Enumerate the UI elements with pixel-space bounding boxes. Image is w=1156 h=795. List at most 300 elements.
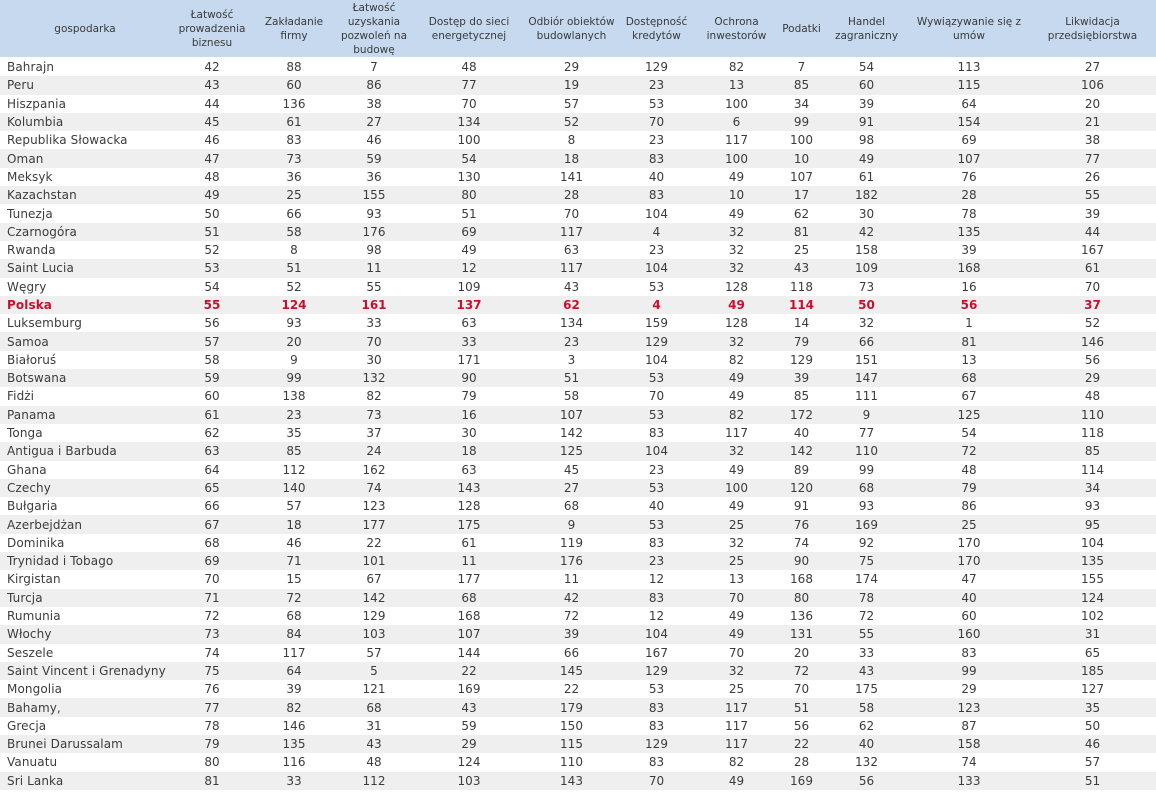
rank-cell: 30 xyxy=(414,424,524,442)
rank-cell: 62 xyxy=(824,717,909,735)
rank-cell: 68 xyxy=(524,497,619,515)
rank-cell: 104 xyxy=(619,442,694,460)
rank-cell: 25 xyxy=(694,515,779,533)
rank-cell: 42 xyxy=(170,58,254,77)
table-row xyxy=(0,351,1156,369)
rank-cell: 135 xyxy=(254,735,334,753)
rank-cell: 143 xyxy=(524,772,619,790)
rank-cell: 118 xyxy=(779,278,824,296)
rank-cell: 109 xyxy=(414,278,524,296)
rank-cell: 68 xyxy=(334,698,414,716)
rank-cell: 55 xyxy=(824,625,909,643)
rank-cell: 112 xyxy=(254,461,334,479)
rank-cell: 177 xyxy=(414,570,524,588)
economy-name: Trynidad i Tobago xyxy=(0,552,170,570)
column-header: Dostępność kredytów xyxy=(619,0,694,58)
rank-cell: 76 xyxy=(779,515,824,533)
rank-cell: 155 xyxy=(1029,570,1156,588)
rank-cell: 78 xyxy=(170,717,254,735)
table-row xyxy=(0,149,1156,167)
rank-cell: 83 xyxy=(619,589,694,607)
rank-cell: 46 xyxy=(1029,735,1156,753)
rank-cell: 100 xyxy=(694,95,779,113)
rank-cell: 12 xyxy=(619,607,694,625)
rank-cell: 39 xyxy=(524,625,619,643)
table-body xyxy=(0,58,1156,790)
rank-cell: 57 xyxy=(254,497,334,515)
table-row xyxy=(0,442,1156,460)
rank-cell: 57 xyxy=(334,644,414,662)
rank-cell: 70 xyxy=(334,332,414,350)
rank-cell: 83 xyxy=(619,698,694,716)
column-header: Zakładanie firmy xyxy=(254,0,334,58)
rank-cell: 9 xyxy=(524,515,619,533)
rank-cell: 134 xyxy=(524,314,619,332)
rank-cell: 114 xyxy=(1029,461,1156,479)
rank-cell: 124 xyxy=(1029,589,1156,607)
table-row xyxy=(0,589,1156,607)
rank-cell: 73 xyxy=(824,278,909,296)
rank-cell: 57 xyxy=(1029,753,1156,771)
rank-cell: 91 xyxy=(779,497,824,515)
rank-cell: 61 xyxy=(1029,259,1156,277)
rank-cell: 48 xyxy=(170,168,254,186)
rank-cell: 68 xyxy=(909,369,1029,387)
rank-cell: 73 xyxy=(170,625,254,643)
rank-cell: 98 xyxy=(334,241,414,259)
rank-cell: 124 xyxy=(414,753,524,771)
rank-cell: 55 xyxy=(334,278,414,296)
rank-cell: 32 xyxy=(694,332,779,350)
rank-cell: 131 xyxy=(779,625,824,643)
table-row xyxy=(0,534,1156,552)
rank-cell: 13 xyxy=(694,570,779,588)
rank-cell: 83 xyxy=(619,534,694,552)
rank-cell: 12 xyxy=(414,259,524,277)
rank-cell: 7 xyxy=(334,58,414,77)
rank-cell: 179 xyxy=(524,698,619,716)
rank-cell: 119 xyxy=(524,534,619,552)
rank-cell: 107 xyxy=(414,625,524,643)
economy-name: Kirgistan xyxy=(0,570,170,588)
economy-name: Rwanda xyxy=(0,241,170,259)
rank-cell: 72 xyxy=(909,442,1029,460)
rank-cell: 133 xyxy=(909,772,1029,790)
rank-cell: 168 xyxy=(414,607,524,625)
column-header: Łatwość prowadzenia biznesu xyxy=(170,0,254,58)
economy-name: Republika Słowacka xyxy=(0,131,170,149)
rank-cell: 44 xyxy=(170,95,254,113)
header-row xyxy=(0,0,1156,58)
economy-name: Oman xyxy=(0,149,170,167)
table-row xyxy=(0,223,1156,241)
rank-cell: 83 xyxy=(619,717,694,735)
rank-cell: 120 xyxy=(779,479,824,497)
rank-cell: 102 xyxy=(1029,607,1156,625)
rank-cell: 51 xyxy=(254,259,334,277)
rank-cell: 79 xyxy=(170,735,254,753)
economy-name: Włochy xyxy=(0,625,170,643)
rank-cell: 80 xyxy=(414,186,524,204)
rank-cell: 82 xyxy=(694,406,779,424)
rank-cell: 66 xyxy=(170,497,254,515)
rank-cell: 35 xyxy=(1029,698,1156,716)
rank-cell: 16 xyxy=(909,278,1029,296)
rank-cell: 80 xyxy=(170,753,254,771)
rank-cell: 61 xyxy=(254,113,334,131)
rank-cell: 65 xyxy=(1029,644,1156,662)
rank-cell: 49 xyxy=(694,772,779,790)
rank-cell: 51 xyxy=(414,204,524,222)
economy-name: Vanuatu xyxy=(0,753,170,771)
rank-cell: 49 xyxy=(694,497,779,515)
table-row xyxy=(0,698,1156,716)
rank-cell: 30 xyxy=(334,351,414,369)
rank-cell: 42 xyxy=(824,223,909,241)
column-header: Łatwość uzyskania pozwoleń na budowę xyxy=(334,0,414,58)
rank-cell: 43 xyxy=(170,76,254,94)
rank-cell: 117 xyxy=(694,735,779,753)
column-header: Dostęp do sieci energetycznej xyxy=(414,0,524,58)
table-row xyxy=(0,95,1156,113)
rank-cell: 129 xyxy=(334,607,414,625)
rank-cell: 71 xyxy=(254,552,334,570)
rank-cell: 129 xyxy=(619,735,694,753)
economy-name: Mongolia xyxy=(0,680,170,698)
table-row xyxy=(0,76,1156,94)
rank-cell: 63 xyxy=(414,314,524,332)
rank-cell: 51 xyxy=(170,223,254,241)
rank-cell: 82 xyxy=(694,753,779,771)
rank-cell: 169 xyxy=(779,772,824,790)
rank-cell: 64 xyxy=(254,662,334,680)
rank-cell: 56 xyxy=(1029,351,1156,369)
economy-name: Ghana xyxy=(0,461,170,479)
rank-cell: 128 xyxy=(414,497,524,515)
rank-cell: 48 xyxy=(414,58,524,77)
table-row xyxy=(0,515,1156,533)
rank-cell: 4 xyxy=(619,223,694,241)
rank-cell: 85 xyxy=(779,76,824,94)
rank-cell: 68 xyxy=(170,534,254,552)
rank-cell: 146 xyxy=(254,717,334,735)
table-row xyxy=(0,113,1156,131)
rank-cell: 33 xyxy=(824,644,909,662)
table-row xyxy=(0,314,1156,332)
rank-cell: 125 xyxy=(524,442,619,460)
rank-cell: 70 xyxy=(619,387,694,405)
rank-cell: 70 xyxy=(170,570,254,588)
rank-cell: 61 xyxy=(414,534,524,552)
rank-cell: 9 xyxy=(254,351,334,369)
rank-cell: 118 xyxy=(1029,424,1156,442)
rank-cell: 40 xyxy=(619,497,694,515)
rank-cell: 171 xyxy=(414,351,524,369)
rank-cell: 27 xyxy=(524,479,619,497)
rank-cell: 169 xyxy=(824,515,909,533)
rank-cell: 70 xyxy=(524,204,619,222)
rank-cell: 29 xyxy=(524,58,619,77)
rank-cell: 155 xyxy=(334,186,414,204)
economy-name: Peru xyxy=(0,76,170,94)
rank-cell: 5 xyxy=(334,662,414,680)
rank-cell: 23 xyxy=(619,131,694,149)
rank-cell: 123 xyxy=(334,497,414,515)
table-row xyxy=(0,479,1156,497)
rank-cell: 53 xyxy=(619,278,694,296)
table-row xyxy=(0,332,1156,350)
rank-cell: 72 xyxy=(524,607,619,625)
rank-cell: 9 xyxy=(824,406,909,424)
rank-cell: 129 xyxy=(619,662,694,680)
rank-cell: 48 xyxy=(1029,387,1156,405)
rank-cell: 150 xyxy=(524,717,619,735)
rank-cell: 67 xyxy=(909,387,1029,405)
rank-cell: 76 xyxy=(909,168,1029,186)
rank-cell: 117 xyxy=(524,259,619,277)
rank-cell: 48 xyxy=(909,461,1029,479)
rank-cell: 71 xyxy=(170,589,254,607)
rank-cell: 113 xyxy=(909,58,1029,77)
rank-cell: 28 xyxy=(524,186,619,204)
rank-cell: 114 xyxy=(779,296,824,314)
rank-cell: 28 xyxy=(779,753,824,771)
rank-cell: 49 xyxy=(414,241,524,259)
rank-cell: 32 xyxy=(694,223,779,241)
rank-cell: 59 xyxy=(170,369,254,387)
rank-cell: 75 xyxy=(824,552,909,570)
rank-cell: 43 xyxy=(824,662,909,680)
rank-cell: 77 xyxy=(1029,149,1156,167)
rank-cell: 49 xyxy=(694,204,779,222)
rank-cell: 117 xyxy=(694,698,779,716)
rank-cell: 115 xyxy=(524,735,619,753)
rank-cell: 107 xyxy=(779,168,824,186)
rank-cell: 110 xyxy=(1029,406,1156,424)
rank-cell: 78 xyxy=(824,589,909,607)
rank-cell: 111 xyxy=(824,387,909,405)
rank-cell: 54 xyxy=(170,278,254,296)
rank-cell: 57 xyxy=(524,95,619,113)
rank-cell: 18 xyxy=(254,515,334,533)
rank-cell: 129 xyxy=(779,351,824,369)
economy-name: Fidżi xyxy=(0,387,170,405)
rank-cell: 36 xyxy=(334,168,414,186)
rank-cell: 62 xyxy=(524,296,619,314)
rank-cell: 142 xyxy=(524,424,619,442)
rank-cell: 117 xyxy=(694,131,779,149)
rank-cell: 117 xyxy=(694,717,779,735)
rank-cell: 62 xyxy=(170,424,254,442)
table-row xyxy=(0,461,1156,479)
rank-cell: 116 xyxy=(254,753,334,771)
rank-cell: 57 xyxy=(170,332,254,350)
rank-cell: 136 xyxy=(779,607,824,625)
rank-cell: 93 xyxy=(824,497,909,515)
rank-cell: 176 xyxy=(334,223,414,241)
rank-cell: 89 xyxy=(779,461,824,479)
rank-cell: 79 xyxy=(909,479,1029,497)
rank-cell: 104 xyxy=(1029,534,1156,552)
rank-cell: 63 xyxy=(170,442,254,460)
rank-cell: 39 xyxy=(779,369,824,387)
rank-cell: 136 xyxy=(254,95,334,113)
table-row xyxy=(0,680,1156,698)
rank-cell: 64 xyxy=(170,461,254,479)
economy-name: Dominika xyxy=(0,534,170,552)
rank-cell: 129 xyxy=(619,58,694,77)
column-header: Odbiór obiektów budowlanych xyxy=(524,0,619,58)
table-header xyxy=(0,0,1156,58)
rank-cell: 27 xyxy=(1029,58,1156,77)
rank-cell: 141 xyxy=(524,168,619,186)
rank-cell: 54 xyxy=(414,149,524,167)
rank-cell: 25 xyxy=(254,186,334,204)
rank-cell: 100 xyxy=(694,479,779,497)
rank-cell: 32 xyxy=(824,314,909,332)
rank-cell: 42 xyxy=(524,589,619,607)
rank-cell: 73 xyxy=(334,406,414,424)
rank-cell: 53 xyxy=(619,369,694,387)
economy-name: Polska xyxy=(0,296,170,314)
rank-cell: 69 xyxy=(414,223,524,241)
rank-cell: 45 xyxy=(170,113,254,131)
economy-name: Tonga xyxy=(0,424,170,442)
rank-cell: 90 xyxy=(414,369,524,387)
column-header: Handel zagraniczny xyxy=(824,0,909,58)
rank-cell: 99 xyxy=(254,369,334,387)
rank-cell: 73 xyxy=(254,149,334,167)
economy-name: Antigua i Barbuda xyxy=(0,442,170,460)
rank-cell: 31 xyxy=(334,717,414,735)
economy-name: Saint Lucia xyxy=(0,259,170,277)
rank-cell: 151 xyxy=(824,351,909,369)
rank-cell: 167 xyxy=(1029,241,1156,259)
rank-cell: 13 xyxy=(694,76,779,94)
rank-cell: 83 xyxy=(619,753,694,771)
rank-cell: 61 xyxy=(824,168,909,186)
economy-name: Luksemburg xyxy=(0,314,170,332)
economy-name: Seszele xyxy=(0,644,170,662)
rank-cell: 46 xyxy=(254,534,334,552)
rank-cell: 3 xyxy=(524,351,619,369)
rank-cell: 86 xyxy=(909,497,1029,515)
rank-cell: 29 xyxy=(1029,369,1156,387)
economy-name: Samoa xyxy=(0,332,170,350)
rank-cell: 70 xyxy=(1029,278,1156,296)
rank-cell: 66 xyxy=(524,644,619,662)
rank-cell: 104 xyxy=(619,625,694,643)
rank-cell: 6 xyxy=(694,113,779,131)
rank-cell: 115 xyxy=(909,76,1029,94)
rank-cell: 20 xyxy=(254,332,334,350)
rank-cell: 158 xyxy=(824,241,909,259)
column-header-economy: gospodarka xyxy=(0,0,170,58)
rank-cell: 110 xyxy=(524,753,619,771)
rank-cell: 49 xyxy=(694,369,779,387)
rank-cell: 85 xyxy=(779,387,824,405)
table-row xyxy=(0,735,1156,753)
rank-cell: 77 xyxy=(824,424,909,442)
rank-cell: 121 xyxy=(334,680,414,698)
rank-cell: 174 xyxy=(824,570,909,588)
rank-cell: 77 xyxy=(170,698,254,716)
rank-cell: 29 xyxy=(414,735,524,753)
rank-cell: 39 xyxy=(824,95,909,113)
rank-cell: 104 xyxy=(619,204,694,222)
rank-cell: 147 xyxy=(824,369,909,387)
rank-cell: 45 xyxy=(524,461,619,479)
rank-cell: 24 xyxy=(334,442,414,460)
rank-cell: 99 xyxy=(779,113,824,131)
rank-cell: 81 xyxy=(170,772,254,790)
table-row xyxy=(0,406,1156,424)
rank-cell: 68 xyxy=(824,479,909,497)
rank-cell: 33 xyxy=(334,314,414,332)
rank-cell: 170 xyxy=(909,552,1029,570)
rank-cell: 117 xyxy=(694,424,779,442)
rank-cell: 66 xyxy=(254,204,334,222)
rank-cell: 20 xyxy=(1029,95,1156,113)
rank-cell: 88 xyxy=(254,58,334,77)
economy-name: Bahamy, xyxy=(0,698,170,716)
rank-cell: 10 xyxy=(779,149,824,167)
rank-cell: 68 xyxy=(254,607,334,625)
rank-cell: 142 xyxy=(779,442,824,460)
rank-cell: 140 xyxy=(254,479,334,497)
rank-cell: 47 xyxy=(170,149,254,167)
rank-cell: 17 xyxy=(779,186,824,204)
economy-name: Rumunia xyxy=(0,607,170,625)
rank-cell: 33 xyxy=(254,772,334,790)
rank-cell: 80 xyxy=(779,589,824,607)
rank-cell: 52 xyxy=(1029,314,1156,332)
rank-cell: 32 xyxy=(694,259,779,277)
rank-cell: 23 xyxy=(619,76,694,94)
rank-cell: 90 xyxy=(779,552,824,570)
rank-cell: 39 xyxy=(909,241,1029,259)
rank-cell: 75 xyxy=(170,662,254,680)
rank-cell: 72 xyxy=(779,662,824,680)
rank-cell: 159 xyxy=(619,314,694,332)
rank-cell: 60 xyxy=(824,76,909,94)
rank-cell: 143 xyxy=(414,479,524,497)
table-row xyxy=(0,369,1156,387)
rank-cell: 61 xyxy=(170,406,254,424)
economy-name: Hiszpania xyxy=(0,95,170,113)
rank-cell: 53 xyxy=(619,95,694,113)
rank-cell: 19 xyxy=(524,76,619,94)
rank-cell: 49 xyxy=(694,461,779,479)
rank-cell: 81 xyxy=(779,223,824,241)
table-row xyxy=(0,662,1156,680)
rank-cell: 32 xyxy=(694,662,779,680)
rank-cell: 23 xyxy=(254,406,334,424)
rank-cell: 76 xyxy=(170,680,254,698)
rank-cell: 58 xyxy=(824,698,909,716)
rank-cell: 83 xyxy=(909,644,1029,662)
rank-cell: 53 xyxy=(619,479,694,497)
rank-cell: 32 xyxy=(694,241,779,259)
rank-cell: 28 xyxy=(909,186,1029,204)
rank-cell: 104 xyxy=(619,351,694,369)
economy-name: Czarnogóra xyxy=(0,223,170,241)
rank-cell: 23 xyxy=(619,241,694,259)
rank-cell: 70 xyxy=(619,772,694,790)
rank-cell: 85 xyxy=(254,442,334,460)
table-row xyxy=(0,772,1156,790)
rank-cell: 18 xyxy=(524,149,619,167)
